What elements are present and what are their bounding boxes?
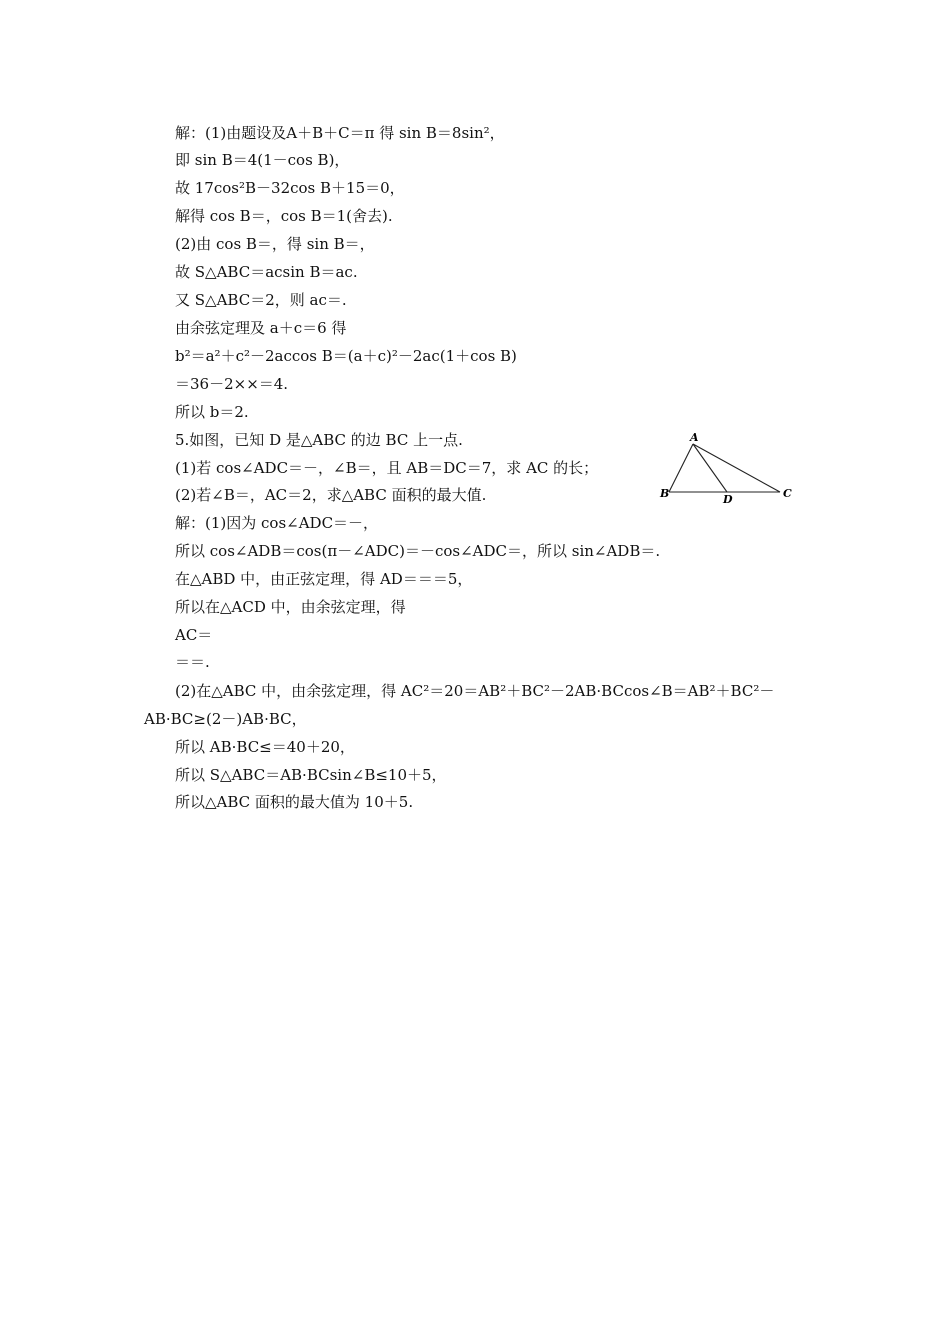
text-line: ＝＝. [175,653,210,671]
vertex-label-b: B [660,487,670,500]
text-line: 所以△ABC 面积的最大值为 10＋5. [175,793,414,811]
text-line: ＝36－2××＝4. [175,375,289,393]
text-line: AC＝ [175,626,213,644]
segment-ad [693,444,727,492]
vertex-label-a: A [690,431,699,444]
text-line: 解得 cos B＝，cos B＝1(舍去). [175,207,393,225]
text-line: 故 S△ABC＝acsin B＝ac. [175,263,358,281]
problem-title: 5.如图，已知 D 是△ABC 的边 BC 上一点. [175,431,463,449]
text-line: 所以 AB·BC≤＝40＋20， [175,738,355,756]
vertex-label-c: C [783,487,792,500]
triangle-figure [655,430,795,508]
text-line: 即 sin B＝4(1－cos B)， [175,151,350,169]
text-line: (2)若∠B＝，AC＝2，求△ABC 面积的最大值. [175,486,487,504]
text-line: 所以在△ACD 中，由余弦定理，得 [175,598,406,616]
vertex-label-d: D [723,493,733,506]
text-line: 所以 S△ABC＝AB·BCsin∠B≤10＋5， [175,766,447,784]
text-line: AB·BC≥(2－)AB·BC， [144,710,307,728]
text-line: (1)若 cos∠ADC＝－，∠B＝，且 AB＝DC＝7，求 AC 的长； [175,459,599,477]
text-line: 在△ABD 中，由正弦定理，得 AD＝＝＝5， [175,570,473,588]
side-ab [669,444,693,492]
text-line: 由余弦定理及 a＋c＝6 得 [175,319,347,337]
side-ac [693,444,780,492]
text-line: 故 17cos²B－32cos B＋15＝0， [175,179,405,197]
text-line: b²＝a²＋c²－2accos B＝(a＋c)²－2ac(1＋cos B) [175,347,517,365]
text-line: (2)在△ABC 中，由余弦定理，得 AC²＝20＝AB²＋BC²－2AB·BCcos∠B＝AB²＋BC²－ [175,682,775,700]
text-line: 又 S△ABC＝2，则 ac＝. [175,291,347,309]
text-line: 所以 b＝2. [175,403,249,421]
text-line: 解：(1)因为 cos∠ADC＝－， [175,514,379,532]
text-line: (2)由 cos B＝，得 sin B＝， [175,235,375,253]
text-line: 所以 cos∠ADB＝cos(π－∠ADC)＝－cos∠ADC＝，所以 sin∠ADB＝. [175,542,661,560]
text-line: 解：(1)由题设及A＋B＋C＝π 得 sin B＝8sin²， [175,124,505,142]
